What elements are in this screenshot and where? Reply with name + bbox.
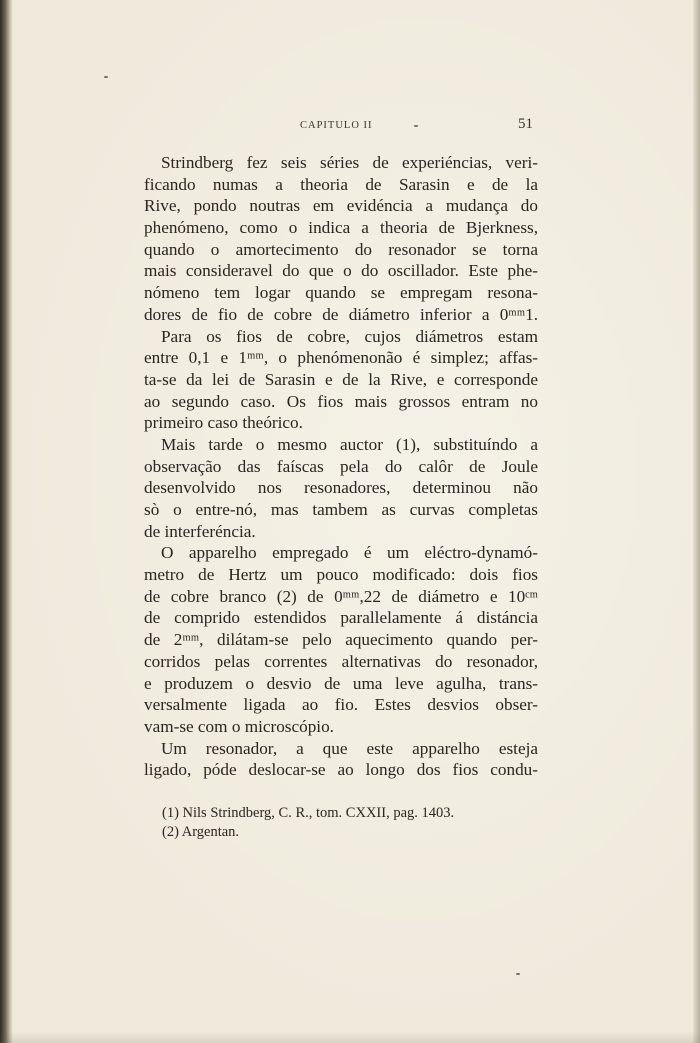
footnote-1: (1) Nils Strindberg, C. R., tom. CXXII, pag. 1403. xyxy=(162,805,455,821)
text-line: sò o entre-nó, mas tambem as curvas completas xyxy=(144,500,538,519)
text-line: Para os fios de cobre, cujos diámetros estam xyxy=(161,326,538,346)
text-line: de cobre branco (2) de 0ᵐᵐ,22 de diámetro e 10ᶜᵐ xyxy=(144,586,538,606)
page-right-edge xyxy=(693,0,700,1043)
text-line: mais consideravel do que o do oscillador. Este phe- xyxy=(144,261,538,281)
text-line: vam-se com o microscópio. xyxy=(144,716,334,736)
text-line: Strindberg fez seis séries de experiéncias, veri- xyxy=(161,153,538,172)
text-line: de interferéncia. xyxy=(144,521,256,541)
text-line: ta-se da lei de Sarasin e de la Rive, e corresponde xyxy=(144,369,538,389)
footnote-2: (2) Argentan. xyxy=(162,824,240,840)
paper-speck xyxy=(414,125,418,127)
text-line: entre 0,1 e 1ᵐᵐ, o phenómenonão é simplez; affas- xyxy=(144,348,538,368)
text-line: phenómeno, como o indica a theoria de Bjerkness, xyxy=(144,218,538,238)
text-line: dores de fio de cobre de diámetro inferior a 0ᵐᵐ1. xyxy=(144,304,538,324)
page-number: 51 xyxy=(518,116,533,132)
page-bottom-shade xyxy=(0,1031,700,1043)
text-line: O apparelho empregado é um eléctro-dynamó- xyxy=(161,543,538,563)
text-line: de 2ᵐᵐ, dilátam-se pelo aquecimento quando per- xyxy=(144,630,538,650)
text-line: quando o amortecimento do resonador se torna xyxy=(144,239,538,259)
text-line: e produzem o desvio de uma leve agulha, trans- xyxy=(144,673,538,693)
page-binding-edge xyxy=(0,0,13,1043)
text-line: desenvolvido nos resonadores, determinou não xyxy=(144,478,538,498)
text-line: ligado, póde deslocar-se ao longo dos fios condu- xyxy=(144,760,538,780)
text-line: Um resonador, a que este apparelho esteja xyxy=(161,738,538,758)
footnotes xyxy=(162,804,542,842)
text-line: Mais tarde o mesmo auctor (1), substituíndo a xyxy=(161,434,538,454)
text-line: ficando numas a theoria de Sarasin e de la xyxy=(144,174,538,194)
paper-speck xyxy=(104,76,108,78)
text-line: corridos pelas correntes alternativas do resonador, xyxy=(144,651,538,671)
body-text xyxy=(144,152,538,781)
running-head: CAPITULO II xyxy=(300,120,373,131)
text-line: primeiro caso theórico. xyxy=(144,413,303,433)
text-line: ao segundo caso. Os fios mais grossos entram no xyxy=(144,391,538,411)
text-line: observação das faíscas pela do calôr de Joule xyxy=(144,456,538,476)
text-line: nómeno tem logar quando se empregam resona- xyxy=(144,283,538,303)
text-line: Rive, pondo noutras em evidéncia a mudança do xyxy=(144,196,538,216)
text-line: versalmente ligada ao fio. Estes desvios obser- xyxy=(144,695,538,715)
paper-speck xyxy=(516,973,520,975)
text-line: metro de Hertz um pouco modificado: dois fios xyxy=(144,565,538,585)
text-line: de comprido estendidos parallelamente á distáncia xyxy=(144,608,538,628)
